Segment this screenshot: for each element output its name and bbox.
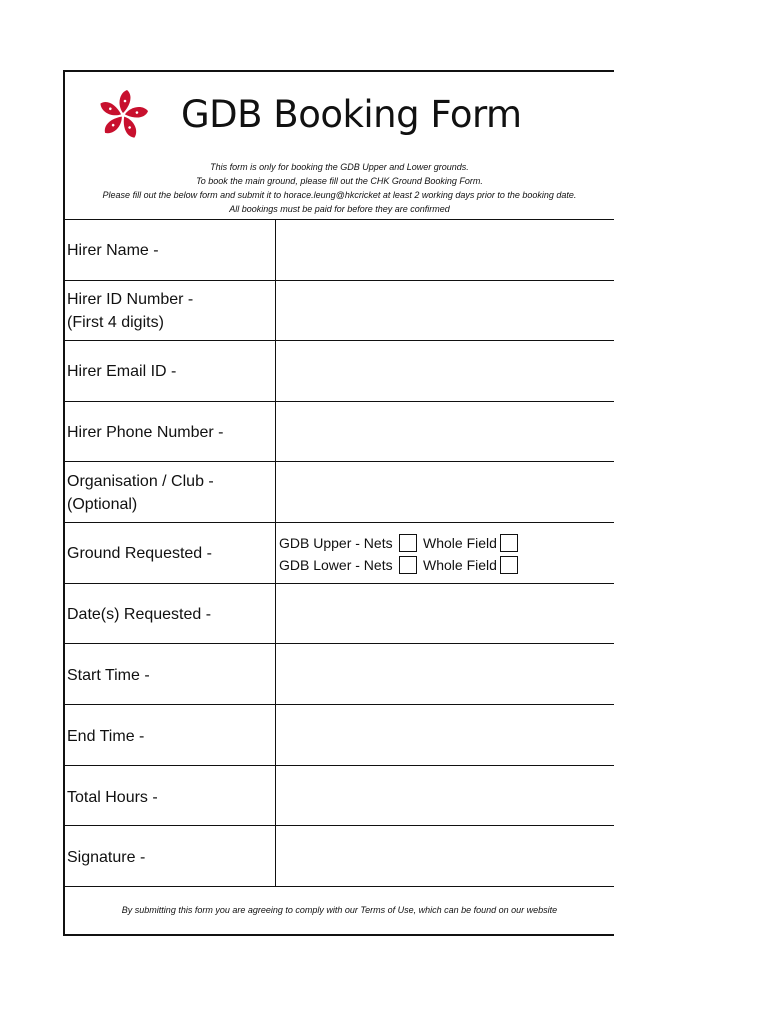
- hirer-id-field[interactable]: [275, 281, 614, 341]
- start-time-label: Start Time -: [67, 667, 150, 684]
- total-hours-field[interactable]: [275, 766, 614, 826]
- end-time-row: [65, 704, 614, 765]
- start-time-field[interactable]: [275, 644, 614, 704]
- upper-nets-label: GDB Upper - Nets: [279, 535, 393, 551]
- hirer-email-label: Hirer Email ID -: [67, 363, 177, 380]
- signature-row: [65, 825, 614, 886]
- end-time-label: End Time -: [67, 728, 145, 745]
- dates-requested-row: [65, 583, 614, 644]
- hirer-id-row: [65, 280, 614, 341]
- organisation-row: [65, 461, 614, 522]
- organisation-field[interactable]: [275, 462, 614, 522]
- lower-whole-field-label: Whole Field: [423, 557, 497, 573]
- instruction-line: All bookings must be paid for before they are confirmed: [229, 204, 450, 214]
- ground-requested-cell: [275, 523, 614, 583]
- start-time-row: [65, 643, 614, 704]
- total-hours-row: [65, 765, 614, 826]
- signature-label: Signature -: [67, 849, 146, 866]
- organisation-label: [67, 470, 214, 516]
- hirer-phone-row: [65, 401, 614, 462]
- instruction-line: This form is only for booking the GDB Upper and Lower grounds.: [210, 162, 469, 172]
- dates-requested-label: Date(s) Requested -: [67, 606, 212, 623]
- organisation-label-line2: (Optional): [67, 496, 138, 513]
- terms-footer: By submitting this form you are agreeing to comply with our Terms of Use, which can be found on our website: [65, 886, 614, 934]
- total-hours-label: Total Hours -: [67, 789, 158, 806]
- ground-requested-label: Ground Requested -: [67, 545, 212, 562]
- hirer-id-label: [67, 288, 193, 334]
- hirer-phone-field[interactable]: [275, 402, 614, 462]
- ground-option-upper: [279, 532, 524, 554]
- ground-option-lower: [279, 554, 524, 576]
- form-instructions: [65, 160, 614, 216]
- hirer-phone-label: Hirer Phone Number -: [67, 424, 224, 441]
- lower-nets-checkbox[interactable]: [399, 556, 417, 574]
- instruction-line: Please fill out the below form and submit it to horace.leung@hkcricket at least 2 working days prior to the booking date.: [102, 190, 577, 200]
- ground-options: [279, 532, 524, 576]
- hirer-name-label: Hirer Name -: [67, 242, 159, 259]
- form-title: GDB Booking Form: [181, 93, 522, 136]
- ground-requested-row: [65, 522, 614, 583]
- signature-field[interactable]: [275, 826, 614, 886]
- dates-requested-field[interactable]: [275, 584, 614, 644]
- hirer-id-label-line2: (First 4 digits): [67, 314, 164, 331]
- hirer-email-row: [65, 340, 614, 401]
- lower-whole-field-checkbox[interactable]: [500, 556, 518, 574]
- upper-whole-field-checkbox[interactable]: [500, 534, 518, 552]
- bauhinia-flower-icon: [95, 88, 151, 140]
- upper-nets-checkbox[interactable]: [399, 534, 417, 552]
- hirer-id-label-line1: Hirer ID Number -: [67, 291, 194, 308]
- hirer-name-row: [65, 219, 614, 280]
- instruction-line: To book the main ground, please fill out the CHK Ground Booking Form.: [196, 176, 483, 186]
- upper-whole-field-label: Whole Field: [423, 535, 497, 551]
- hirer-email-field[interactable]: [275, 341, 614, 401]
- hirer-name-field[interactable]: [275, 220, 614, 280]
- organisation-label-line1: Organisation / Club -: [67, 473, 214, 490]
- end-time-field[interactable]: [275, 705, 614, 765]
- lower-nets-label: GDB Lower - Nets: [279, 557, 393, 573]
